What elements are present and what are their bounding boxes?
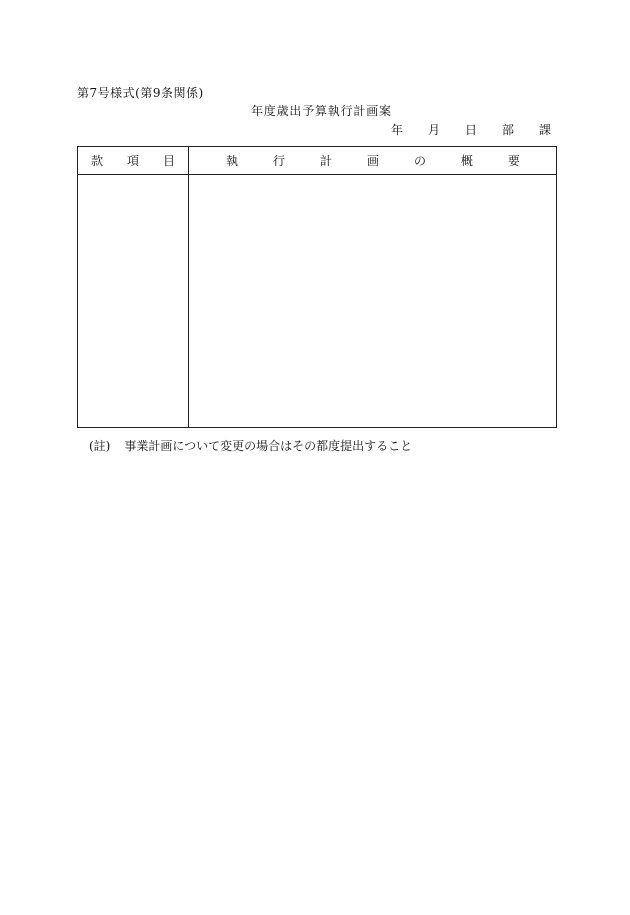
- item-cell[interactable]: [78, 175, 188, 427]
- execution-plan-table: [77, 146, 557, 428]
- day-label: 日: [464, 123, 477, 137]
- item-header-char: 項: [126, 154, 139, 168]
- footnote-text: 事業計画について変更の場合はその都度提出すること: [124, 439, 413, 453]
- summary-header-char: 概: [460, 154, 473, 168]
- summary-header-char: 計: [319, 154, 332, 168]
- footnote: [89, 437, 412, 454]
- summary-header-char: の: [413, 154, 426, 168]
- summary-header-char: 画: [366, 154, 379, 168]
- footnote-marker: (註): [89, 439, 111, 453]
- form-number: 第7号様式(第9条関係): [77, 86, 204, 100]
- month-label: 月: [427, 123, 440, 137]
- summary-column-header: [226, 147, 520, 174]
- date-department-line: [391, 121, 551, 138]
- year-label: 年: [391, 123, 404, 137]
- summary-header-char: 要: [507, 154, 520, 168]
- document-title: 年度歳出予算執行計画案: [251, 104, 392, 118]
- summary-cell[interactable]: [189, 175, 556, 427]
- item-header-char: 目: [162, 154, 175, 168]
- table-header-row: [78, 147, 556, 175]
- summary-header-char: 執: [226, 154, 239, 168]
- item-column-header: [91, 147, 175, 174]
- item-header-char: 款: [91, 154, 104, 168]
- summary-header-char: 行: [272, 154, 285, 168]
- section-label: 課: [538, 123, 551, 137]
- department-label: 部: [501, 123, 514, 137]
